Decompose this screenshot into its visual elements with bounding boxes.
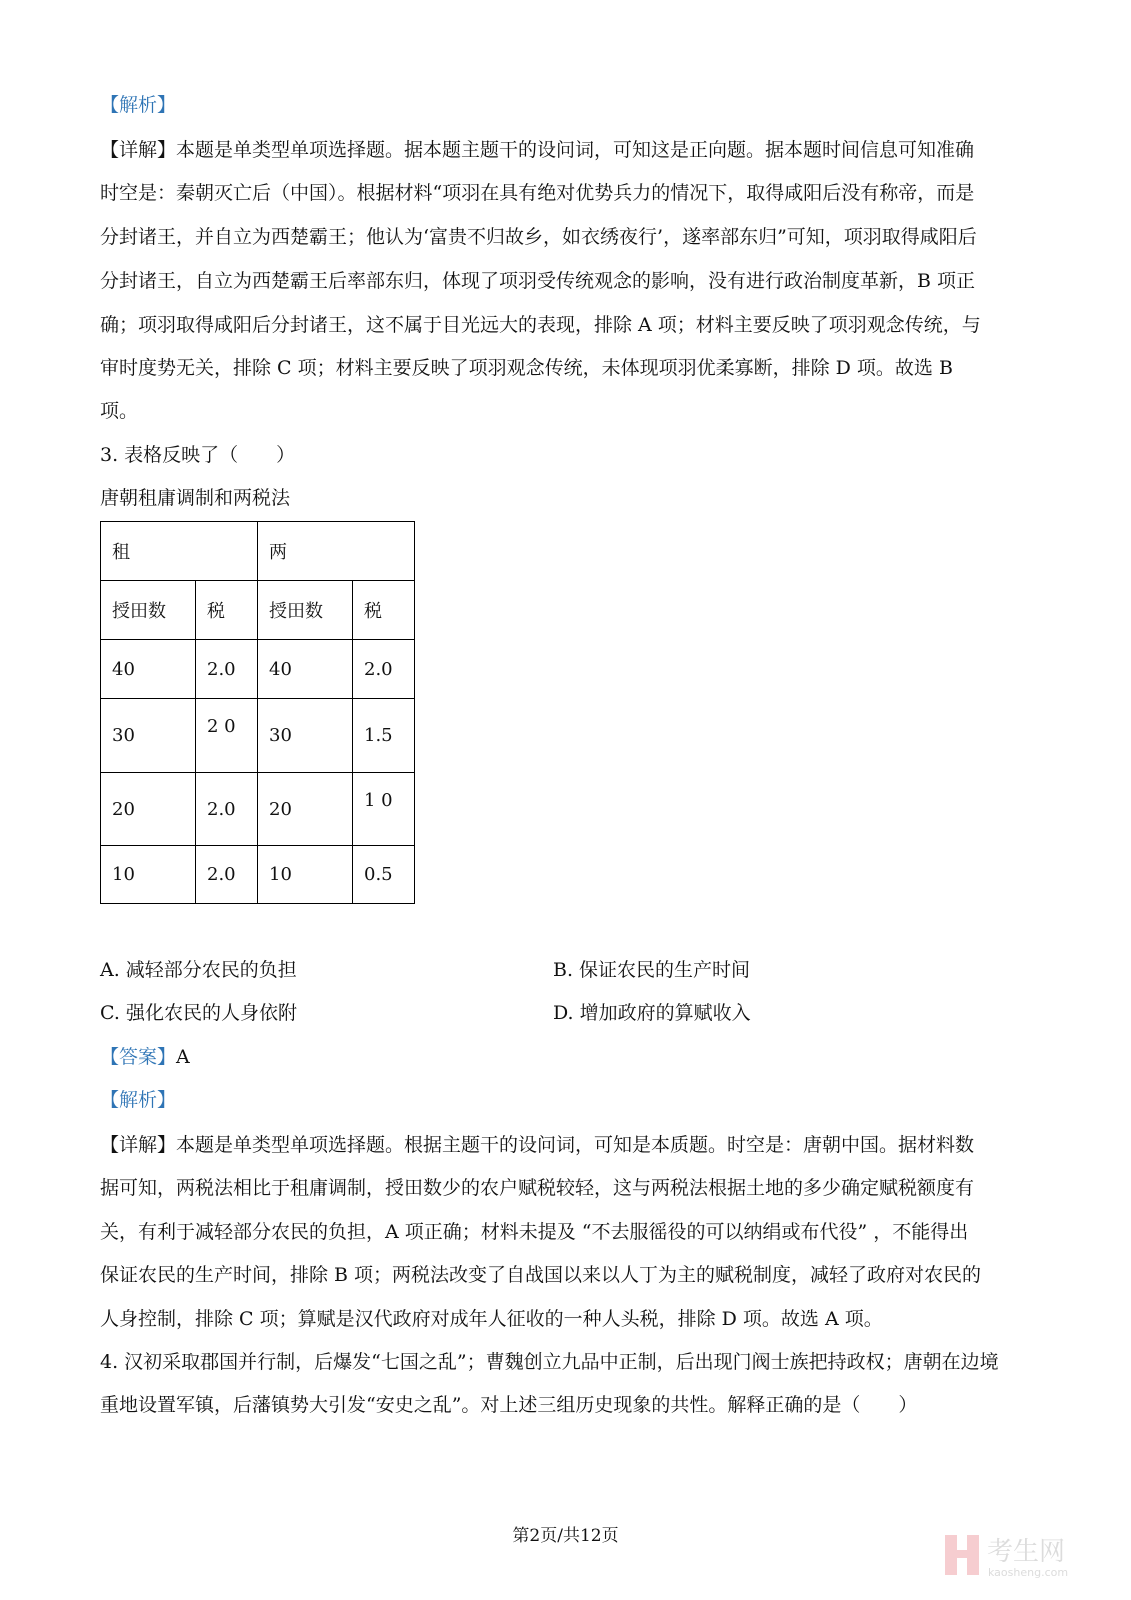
answer-label: 【答案】	[100, 1046, 177, 1068]
table-row	[101, 699, 415, 773]
table-cell: 20	[101, 773, 196, 846]
table-cell: 2.0	[353, 640, 415, 699]
watermark-logo	[945, 1530, 1095, 1580]
table-row	[101, 640, 415, 699]
table-cell: 1.5	[353, 699, 415, 773]
answer-value: A	[176, 1046, 190, 1068]
answer-line	[100, 1045, 190, 1069]
svg-text:kaosheng.com: kaosheng.com	[988, 1566, 1069, 1579]
question-4-line: 重地设置军镇，后藩镇势大引发“安史之乱”。对上述三组历史现象的共性。解释正确的是（ ）	[100, 1394, 918, 1416]
table-cell: 2 0	[196, 699, 258, 773]
option-d: D. 增加政府的算赋收入	[553, 1002, 751, 1024]
table-caption: 唐朝租庸调制和两税法	[100, 487, 291, 509]
analysis-line: 审时度势无关，排除 C 项；材料主要反映了项羽观念传统，未体现项羽优柔寡断，排除 D 项。故选 B	[100, 357, 953, 379]
table-header: 授田数	[258, 581, 353, 640]
analysis-line: 【详解】本题是单类型单项选择题。根据主题干的设问词，可知是本质题。时空是：唐朝中国。据材料数	[100, 1134, 975, 1156]
table-cell: 2.0	[196, 640, 258, 699]
table-cell: 40	[101, 640, 196, 699]
table-row	[101, 846, 415, 904]
table-cell: 30	[101, 699, 196, 773]
table-cell: 40	[258, 640, 353, 699]
table-cell: 30	[258, 699, 353, 773]
kaosheng-logo-icon	[945, 1530, 1095, 1580]
analysis-line: 【详解】本题是单类型单项选择题。据本题主题干的设问词，可知这是正向题。据本题时间信息可知准确	[100, 139, 975, 161]
table-row	[101, 773, 415, 846]
option-a: A. 减轻部分农民的负担	[100, 959, 297, 981]
analysis-label: 【解析】	[100, 1089, 177, 1111]
question-3-stem: 3. 表格反映了（ ）	[100, 444, 296, 466]
analysis-line: 项。	[100, 400, 139, 422]
table-header: 税	[353, 581, 415, 640]
table-cell: 2.0	[196, 846, 258, 904]
option-c: C. 强化农民的人身依附	[100, 1002, 297, 1024]
svg-text:考生网: 考生网	[987, 1537, 1066, 1567]
tax-table	[100, 521, 415, 904]
analysis-line: 据可知，两税法相比于租庸调制，授田数少的农户赋税较轻，这与两税法根据土地的多少确定赋税额度有	[100, 1177, 975, 1199]
table-cell: 10	[258, 846, 353, 904]
analysis-line: 关，有利于减轻部分农民的负担，A 项正确；材料未提及 “不去服徭役的可以纳绢或布代役” ，不能得出	[100, 1221, 969, 1243]
question-4-line: 4. 汉初采取郡国并行制，后爆发“七国之乱”；曹魏创立九品中正制，后出现门阀士族把持政权；唐朝在边境	[100, 1351, 999, 1373]
analysis-label: 【解析】	[100, 94, 177, 116]
table-group-header: 两	[258, 522, 415, 581]
table-cell: 10	[101, 846, 196, 904]
table-cell: 0.5	[353, 846, 415, 904]
analysis-line: 时空是：秦朝灭亡后（中国）。根据材料“项羽在具有绝对优势兵力的情况下，取得咸阳后没有称帝，而是	[100, 182, 975, 204]
analysis-line: 人身控制，排除 C 项；算赋是汉代政府对成年人征收的一种人头税，排除 D 项。故选 A 项。	[100, 1308, 883, 1330]
page-number: 第2页/共12页	[512, 1526, 619, 1546]
table-cell: 1 0	[353, 773, 415, 846]
table-header: 税	[196, 581, 258, 640]
option-b: B. 保证农民的生产时间	[553, 959, 751, 981]
table-group-header: 租	[101, 522, 258, 581]
analysis-line: 分封诸王，并自立为西楚霸王；他认为‘富贵不归故乡，如衣绣夜行’，遂率部东归”可知，项羽取得咸阳后	[100, 226, 977, 248]
analysis-line: 确；项羽取得咸阳后分封诸王，这不属于目光远大的表现，排除 A 项；材料主要反映了项羽观念传统，与	[100, 314, 981, 336]
analysis-line: 保证农民的生产时间，排除 B 项；两税法改变了自战国以来以人丁为主的赋税制度，减轻了政府对农民的	[100, 1264, 982, 1286]
table-cell: 20	[258, 773, 353, 846]
table-header: 授田数	[101, 581, 196, 640]
table-cell: 2.0	[196, 773, 258, 846]
analysis-line: 分封诸王，自立为西楚霸王后率部东归，体现了项羽受传统观念的影响，没有进行政治制度革新，B 项正	[100, 270, 976, 292]
